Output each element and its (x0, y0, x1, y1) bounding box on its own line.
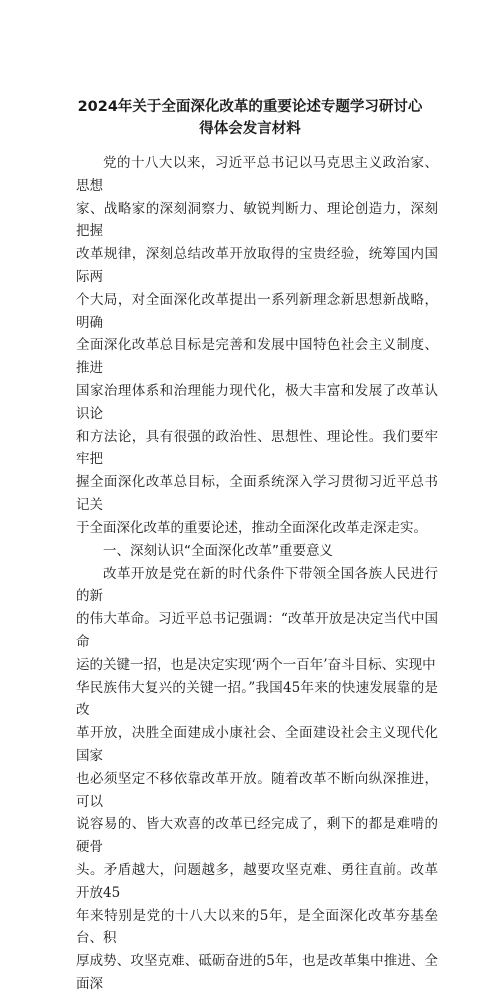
paragraph-intro: 党的十八大以来，习近平总书记以马克思主义政治家、思想 家、战略家的深刻洞察力、敏锐判断力、理论创造力，深刻把握 改革规律，深刻总结改革开放取得的宝贵经验，统筹国内国际两 个大局，对全面深化改革提出一系列新理念新思想新战略，明确 全面深化改革总目标是完善和发展中国特色社会主义制度、推进 国家治理体系和治理能力现代化，极大丰富和发展了改革认识论 和方法论，具有很强的政治性、思想性、理论性。我们要牢牢把 握全面深化改革总目标，全面系统深入学习贯彻习近平总书记关 于全面深化改革的重要论述，推动全面深化改革走深走实。 (76, 155, 438, 536)
section-heading-1: 一、深刻认识“全面深化改革”重要意义 (103, 542, 333, 559)
title-line-2: 得体会发言材料 (199, 121, 301, 137)
paragraph-section-1: 改革开放是党在新的时代条件下带领全国各族人民进行的新 的伟大革命。习近平总书记强调：“改革开放是决定当代中国命 运的关键一招，也是决定实现‘两个一百年’奋斗目标、实现中 华民族伟大复兴的关键一招。”我国45年来的快速发展靠的是改 革开放，决胜全面建成小康社会、全面建设社会主义现代化国家 也必须坚定不移依靠改革开放。随着改革不断向纵深推进，可以 说容易的、皆大欢喜的改革已经完成了，剩下的都是难啃的硬骨 头。矛盾越大，问题越多，越要攻坚克难、勇往直前。改革开放45 年来特别是党的十八大以来的5年，是全面深化改革夯基垒台、积 厚成势、攻坚克难、砥砺奋进的5年，也是改革集中推进、全面深 (76, 565, 438, 992)
document-title (62, 96, 438, 140)
title-line-1: 2024年关于全面深化改革的重要论述专题学习研讨心 (77, 99, 423, 115)
